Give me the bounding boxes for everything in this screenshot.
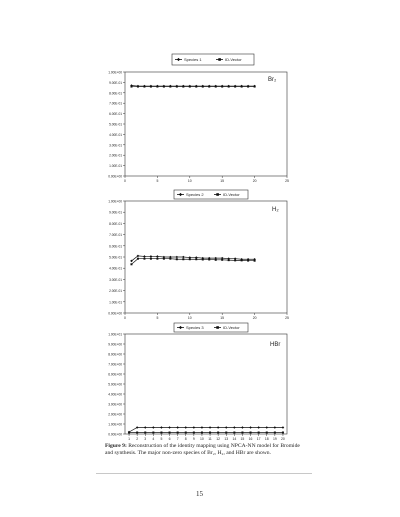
y-tick-label: 5.00E-01 [109, 255, 122, 260]
data-point [163, 86, 165, 88]
data-point [221, 86, 223, 88]
x-tick-label: 2 [136, 437, 139, 441]
x-tick-label: 20 [281, 437, 285, 441]
x-tick-label: 0 [124, 179, 126, 183]
x-tick-label: 17 [256, 437, 261, 441]
x-tick-label: 7 [176, 437, 179, 441]
data-point [150, 258, 152, 260]
y-tick-label: 9.00E-01 [109, 210, 122, 215]
y-tick-label: 5.00E-01 [109, 122, 122, 127]
panel-label: Br₂ [268, 77, 277, 83]
data-point [143, 86, 145, 88]
y-tick-label: 1.00E+00 [108, 199, 122, 204]
caption-text: Reconstruction of the identity mapping using NPCA-NN model for Bromide and synthesis. The major non-zero species of Br₂, H₂, and HBr are shown. [105, 443, 300, 456]
data-point [160, 432, 162, 434]
data-point [225, 432, 227, 434]
x-tick-label: 10 [187, 179, 192, 183]
data-point [241, 426, 244, 429]
x-tick-label: 6 [168, 437, 171, 441]
data-point [282, 432, 284, 434]
data-point [254, 260, 256, 262]
data-point [168, 426, 171, 429]
data-point [249, 426, 252, 429]
data-point [176, 256, 179, 259]
chart-panel-2 [108, 190, 289, 320]
y-tick-label: 1.00E-01 [109, 164, 122, 169]
data-point [143, 258, 145, 260]
data-point [169, 258, 171, 260]
data-point [247, 86, 249, 88]
y-tick-label: 3.00E-01 [109, 277, 122, 282]
x-tick-label: 11 [208, 437, 212, 441]
data-point [241, 86, 243, 88]
data-point [201, 432, 203, 434]
data-point [163, 258, 165, 260]
data-point [128, 432, 130, 434]
data-point [137, 86, 139, 88]
data-point [209, 426, 212, 429]
y-tick-label: 3.00E-01 [109, 143, 122, 148]
legend-label: Species 1 [184, 57, 202, 62]
legend-marker [218, 58, 221, 61]
x-tick-label: 15 [240, 437, 245, 441]
data-point [160, 426, 163, 429]
data-point [150, 86, 152, 88]
x-tick-label: 10 [187, 316, 192, 320]
y-tick-label: 1.00E+00 [108, 422, 122, 427]
legend-label: ID-Vector [223, 192, 240, 197]
data-point [254, 86, 256, 88]
data-point [177, 432, 179, 434]
legend-label: ID-Vector [223, 325, 240, 330]
data-point [265, 426, 268, 429]
y-tick-label: 8.00E-01 [109, 91, 122, 96]
data-point [217, 426, 220, 429]
x-tick-label: 4 [152, 437, 155, 441]
data-point [233, 432, 235, 434]
x-tick-label: 25 [285, 316, 289, 320]
y-tick-label: 2.00E-01 [109, 153, 122, 158]
data-point [136, 432, 138, 434]
y-tick-label: 4.00E-01 [109, 266, 122, 271]
data-point [274, 426, 277, 429]
x-tick-label: 13 [224, 437, 229, 441]
y-tick-label: 5.00E+00 [108, 382, 122, 387]
data-point [241, 259, 243, 261]
data-point [185, 432, 187, 434]
data-point [247, 260, 249, 262]
y-tick-label: 8.00E-01 [109, 221, 122, 226]
x-tick-label: 16 [248, 437, 253, 441]
data-point [208, 258, 210, 260]
x-tick-label: 5 [156, 179, 159, 183]
data-point [189, 258, 191, 260]
x-tick-label: 19 [272, 437, 277, 441]
y-tick-label: 6.00E-01 [109, 112, 122, 117]
legend-label: Species 2 [186, 192, 204, 197]
series-line [129, 428, 283, 433]
x-tick-label: 10 [200, 437, 204, 441]
data-point [225, 426, 228, 429]
data-point [195, 258, 197, 260]
y-tick-label: 4.00E-01 [109, 132, 122, 137]
data-point [137, 258, 139, 260]
data-point [258, 432, 260, 434]
data-point [221, 259, 223, 261]
data-point [189, 86, 191, 88]
data-point [193, 432, 195, 434]
data-point [282, 426, 285, 429]
data-point [144, 432, 146, 434]
data-point [241, 432, 243, 434]
y-tick-label: 0.00E+00 [108, 311, 122, 316]
x-tick-label: 15 [220, 179, 225, 183]
data-point [152, 426, 155, 429]
data-point [266, 432, 268, 434]
data-point [233, 426, 236, 429]
x-tick-label: 0 [124, 316, 126, 320]
data-point [182, 256, 185, 259]
data-point [130, 263, 132, 265]
data-point [184, 426, 187, 429]
data-point [169, 86, 171, 88]
data-point [228, 86, 230, 88]
figure-caption [105, 443, 305, 457]
data-point [176, 86, 178, 88]
caption-label: Figure 9: [105, 443, 127, 449]
data-point [152, 432, 154, 434]
data-point [156, 258, 158, 260]
plot-area [125, 201, 287, 313]
data-point [176, 426, 179, 429]
data-point [193, 426, 196, 429]
y-tick-label: 3.00E+00 [108, 402, 122, 407]
data-point [209, 432, 211, 434]
y-tick-label: 8.00E+00 [108, 352, 122, 357]
y-tick-label: 2.00E+00 [108, 412, 122, 417]
data-point [217, 432, 219, 434]
data-point [234, 259, 236, 261]
x-tick-label: 25 [285, 179, 289, 183]
data-point [257, 426, 260, 429]
y-tick-label: 4.00E+00 [108, 392, 122, 397]
data-point [176, 258, 178, 260]
data-point [130, 86, 132, 88]
chart-panel-3 [108, 323, 287, 441]
legend-marker [216, 326, 219, 329]
y-tick-label: 9.00E-01 [109, 80, 122, 85]
y-tick-label: 9.00E+00 [108, 342, 122, 347]
x-tick-label: 8 [184, 437, 187, 441]
data-point [150, 255, 153, 258]
data-point [182, 86, 184, 88]
y-tick-label: 2.00E-01 [109, 289, 122, 294]
x-tick-label: 15 [220, 316, 225, 320]
x-tick-label: 20 [252, 179, 257, 183]
x-tick-label: 3 [144, 437, 147, 441]
data-point [144, 426, 147, 429]
data-point [274, 432, 276, 434]
data-point [215, 86, 217, 88]
y-tick-label: 1.00E-01 [109, 300, 122, 305]
data-point [143, 255, 146, 258]
data-point [136, 426, 139, 429]
y-tick-label: 6.00E-01 [109, 244, 122, 249]
data-point [195, 86, 197, 88]
chart-panel-1 [108, 54, 289, 183]
y-tick-label: 7.00E-01 [109, 233, 122, 238]
y-tick-label: 7.00E+00 [108, 362, 122, 367]
y-tick-label: 0.00E+00 [108, 432, 122, 437]
x-tick-label: 18 [264, 437, 269, 441]
data-point [201, 426, 204, 429]
x-tick-label: 5 [156, 316, 159, 320]
data-point [208, 86, 210, 88]
y-tick-label: 1.00E+01 [108, 332, 122, 337]
data-point [156, 86, 158, 88]
x-tick-label: 5 [160, 437, 163, 441]
plot-area [125, 334, 287, 434]
x-tick-label: 9 [192, 437, 195, 441]
data-point [156, 255, 159, 258]
legend-marker [216, 193, 219, 196]
data-point [169, 432, 171, 434]
x-tick-label: 12 [216, 437, 221, 441]
y-tick-label: 7.00E-01 [109, 101, 122, 106]
footer-rule [96, 473, 312, 474]
y-tick-label: 6.00E+00 [108, 372, 122, 377]
panel-label: HBr [270, 342, 281, 348]
plot-area [125, 72, 287, 176]
data-point [202, 86, 204, 88]
panel-label: H₂ [272, 207, 279, 213]
page-number: 15 [196, 490, 203, 498]
legend-label: ID-Vector [225, 57, 242, 62]
data-point [215, 259, 217, 261]
data-point [182, 258, 184, 260]
legend-label: Species 3 [186, 325, 204, 330]
x-tick-label: 20 [252, 316, 257, 320]
data-point [202, 258, 204, 260]
x-tick-label: 1 [128, 437, 130, 441]
data-point [228, 259, 230, 261]
y-tick-label: 0.00E+00 [108, 174, 122, 179]
data-point [234, 86, 236, 88]
x-tick-label: 14 [232, 437, 237, 441]
data-point [250, 432, 252, 434]
y-tick-label: 1.00E+00 [108, 70, 122, 75]
